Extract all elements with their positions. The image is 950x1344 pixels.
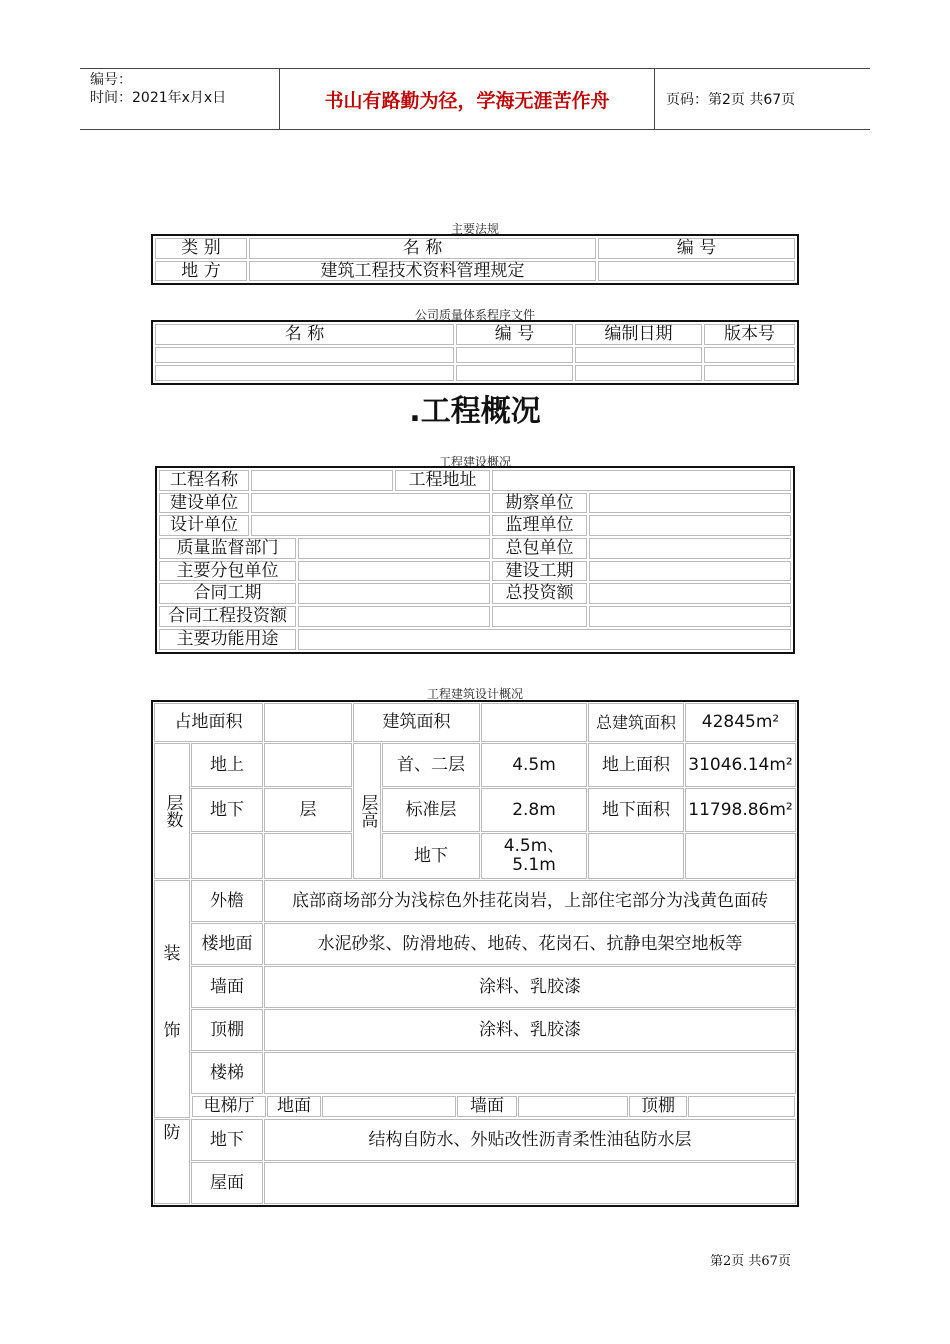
label-elev-ceiling: 顶棚 xyxy=(629,1096,687,1117)
value-above-area: 31046.14m² xyxy=(685,743,796,787)
proc-cell xyxy=(704,347,795,363)
label-wp-roof: 屋面 xyxy=(191,1162,263,1204)
header-page-info: 页码：第2页 共67页 xyxy=(666,92,796,108)
proc-header-number: 编 号 xyxy=(456,324,573,345)
procedures-table xyxy=(151,320,799,385)
proc-cell xyxy=(456,347,573,363)
label-ceiling: 顶棚 xyxy=(191,1009,263,1051)
laws-header-name: 名 称 xyxy=(249,238,596,259)
label-stairs: 楼梯 xyxy=(191,1052,263,1094)
label-basement: 地下 xyxy=(382,833,480,879)
proc-header-version: 版本号 xyxy=(704,324,795,345)
value-floors-unit: 层 xyxy=(264,788,352,832)
laws-cell-type: 地 方 xyxy=(155,261,247,282)
label-supervisor: 监理单位 xyxy=(492,515,587,536)
value-contract-investment xyxy=(298,606,490,627)
design-caption: 工程建筑设计概况 xyxy=(426,687,523,701)
label-general-contractor: 总包单位 xyxy=(492,538,587,559)
laws-header-type: 类 别 xyxy=(155,238,247,259)
label-floor-surface: 楼地面 xyxy=(191,923,263,965)
label-contract-period: 合同工期 xyxy=(159,583,296,604)
value-construction-period xyxy=(589,561,791,582)
label-below-area: 地下面积 xyxy=(588,788,684,832)
label-wp-below: 地下 xyxy=(191,1119,263,1161)
cell-blank xyxy=(588,833,684,879)
value-wp-roof xyxy=(264,1162,796,1204)
value-blank xyxy=(589,606,791,627)
value-f12: 4.5m xyxy=(481,743,587,787)
value-eaves: 底部商场部分为浅棕色外挂花岗岩，上部住宅部分为浅黄色面砖 xyxy=(264,880,796,922)
label-decoration xyxy=(154,880,190,1118)
header-motto: 书山有路勤为径，学海无涯苦作舟 xyxy=(280,69,655,129)
value-owner xyxy=(251,493,490,514)
label-total-area: 总建筑面积 xyxy=(588,703,684,742)
cell-blank xyxy=(264,833,352,879)
value-stairs xyxy=(264,1052,796,1094)
laws-cell-number xyxy=(598,261,795,282)
label-wall: 墙面 xyxy=(191,966,263,1008)
value-subcontractor xyxy=(298,561,490,582)
value-standard: 2.8m xyxy=(481,788,587,832)
value-elev-ceiling xyxy=(688,1096,795,1117)
label-survey: 勘察单位 xyxy=(492,493,587,514)
proc-header-date: 编制日期 xyxy=(575,324,702,345)
value-ceiling: 涂料、乳胶漆 xyxy=(264,1009,796,1051)
value-elev-wall xyxy=(518,1096,628,1117)
cell-blank xyxy=(191,833,263,879)
label-main-function: 主要功能用途 xyxy=(159,629,296,650)
label-contract-investment: 合同工程投资额 xyxy=(159,606,296,627)
laws-caption: 主要法规 xyxy=(450,222,499,236)
page-footer: 第2页 共67页 xyxy=(710,1254,791,1269)
value-contract-period xyxy=(298,583,490,604)
value-project-name xyxy=(251,470,393,491)
value-land-area xyxy=(264,703,352,742)
value-survey xyxy=(589,493,791,514)
label-eaves: 外檐 xyxy=(191,880,263,922)
proc-cell xyxy=(575,347,702,363)
value-total-area: 42845m² xyxy=(685,703,796,742)
value-elev-floor xyxy=(322,1096,456,1117)
value-building-area xyxy=(481,703,587,742)
label-floor-height: 层高 xyxy=(353,743,381,879)
label-land-area: 占地面积 xyxy=(154,703,263,742)
label-designer: 设计单位 xyxy=(159,515,249,536)
label-above-area: 地上面积 xyxy=(588,743,684,787)
label-elev-floor: 地面 xyxy=(267,1096,321,1117)
label-waterproof: 防 xyxy=(154,1119,190,1204)
value-floors-above xyxy=(264,743,352,787)
general-caption: 工程建设概况 xyxy=(438,455,511,469)
value-wall: 涂料、乳胶漆 xyxy=(264,966,796,1008)
label-project-name: 工程名称 xyxy=(159,470,249,491)
label-decoration-1: 装 xyxy=(163,944,181,964)
proc-cell xyxy=(575,365,702,381)
label-subcontractor: 主要分包单位 xyxy=(159,561,296,582)
value-basement: 4.5m、5.1m xyxy=(481,833,587,879)
label-owner: 建设单位 xyxy=(159,493,249,514)
value-project-address xyxy=(492,470,791,491)
value-general-contractor xyxy=(589,538,791,559)
value-blank xyxy=(492,606,587,627)
value-below-area: 11798.86m² xyxy=(685,788,796,832)
value-main-function xyxy=(298,629,791,650)
general-table xyxy=(155,466,795,654)
elevator-hall-row xyxy=(191,1095,796,1118)
label-decoration-2: 饰 xyxy=(163,1020,181,1041)
value-wp-below: 结构自防水、外贴改性沥青柔性油毡防水层 xyxy=(264,1119,796,1161)
value-quality-dept xyxy=(298,538,490,559)
procedures-caption: 公司质量体系程序文件 xyxy=(414,308,535,322)
value-total-investment xyxy=(589,583,791,604)
label-building-area: 建筑面积 xyxy=(353,703,480,742)
proc-cell xyxy=(155,347,454,363)
proc-cell xyxy=(155,365,454,381)
label-quality-dept: 质量监督部门 xyxy=(159,538,296,559)
proc-cell xyxy=(456,365,573,381)
label-floors-below: 地下 xyxy=(191,788,263,832)
elevator-hall-table xyxy=(191,1095,796,1118)
laws-table xyxy=(151,234,799,285)
header-meta xyxy=(80,69,280,129)
label-standard: 标准层 xyxy=(382,788,480,832)
section-title: .工程概况 xyxy=(409,394,541,429)
page-header xyxy=(80,68,870,130)
laws-header-number: 编 号 xyxy=(598,238,795,259)
time-label: 时间：2021年x月x日 xyxy=(90,90,227,106)
label-elevator-hall: 电梯厅 xyxy=(192,1096,266,1117)
value-floor-surface: 水泥砂浆、防滑地砖、地砖、花岗石、抗静电架空地板等 xyxy=(264,923,796,965)
label-elev-wall: 墙面 xyxy=(457,1096,517,1117)
label-floors-above: 地上 xyxy=(191,743,263,787)
proc-header-name: 名 称 xyxy=(155,324,454,345)
proc-cell xyxy=(704,365,795,381)
value-supervisor xyxy=(589,515,791,536)
design-table xyxy=(151,700,799,1207)
laws-cell-name: 建筑工程技术资料管理规定 xyxy=(249,261,596,282)
label-construction-period: 建设工期 xyxy=(492,561,587,582)
label-f12: 首、二层 xyxy=(382,743,480,787)
label-total-investment: 总投资额 xyxy=(492,583,587,604)
value-designer xyxy=(251,515,490,536)
label-floors: 层数 xyxy=(154,743,190,879)
code-label: 编号： xyxy=(90,72,132,88)
cell-blank xyxy=(685,833,796,879)
label-project-address: 工程地址 xyxy=(395,470,490,491)
